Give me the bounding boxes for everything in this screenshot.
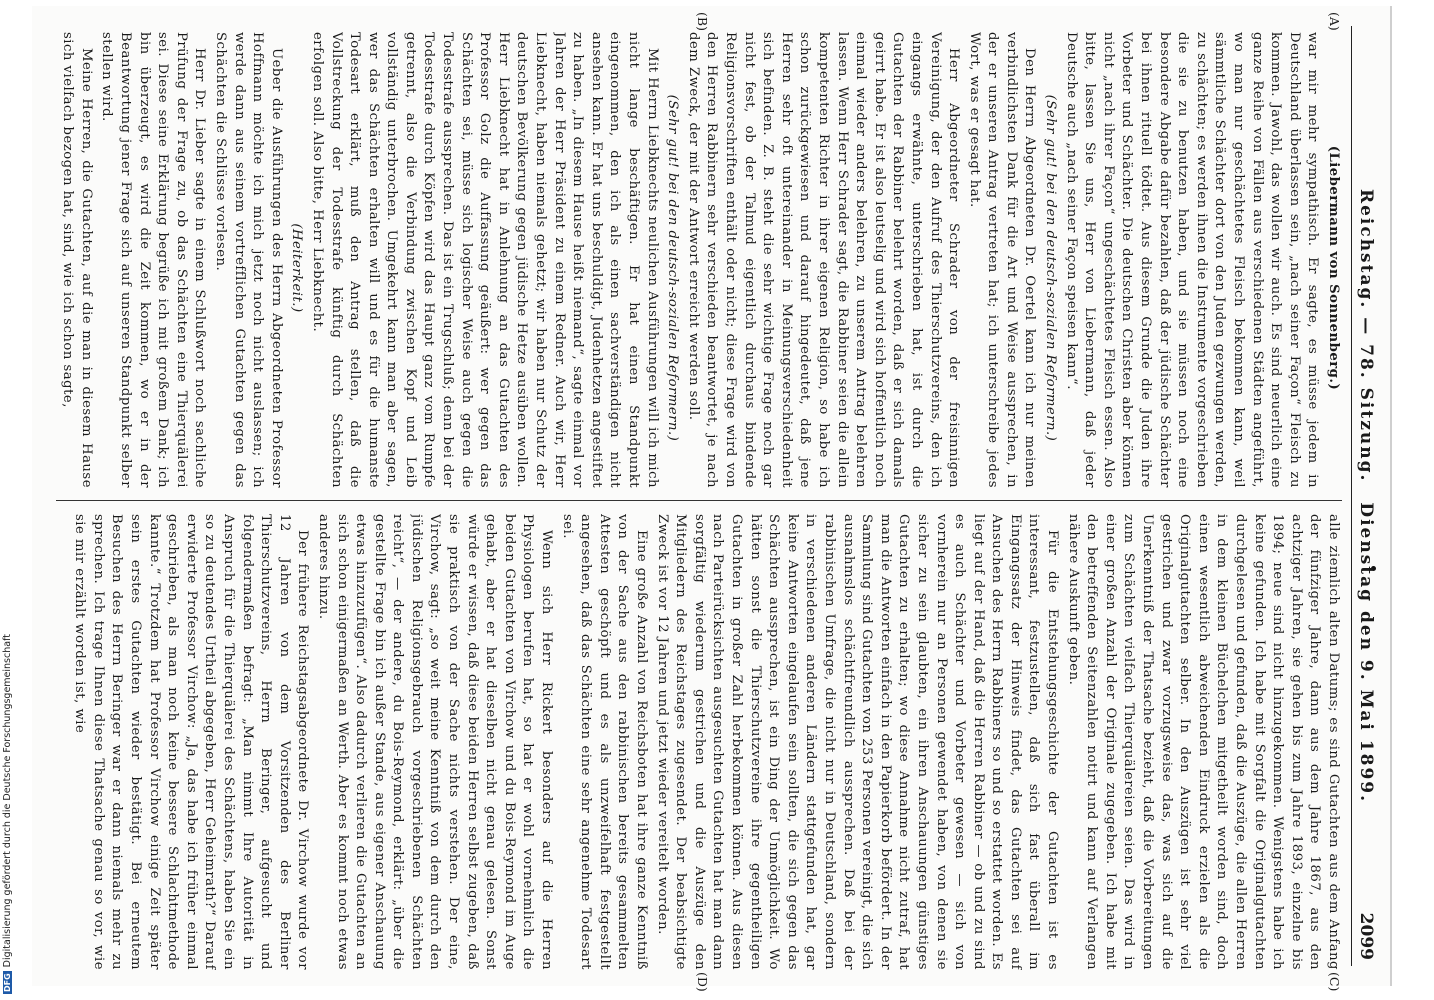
page-header (1351, 26, 1382, 966)
paragraph: Ueber die Ausführungen des Herrn Abgeordneten Professor Hoffmann möchte ich mich jetzt noch nicht auslassen; ich werde dann aus seinem vortrefflichen Gutachten gegen das Schächten die Schlüsse vorlesen. (212, 32, 284, 488)
column-divider (56, 500, 1342, 501)
paragraph: Der frühere Reichstagsabgeordnete Dr. Virchow wurde vor 12 Jahren von dem Vorsitzenden des Berliner Thierschutzvereins, Herrn Beringer, aufgesucht und folgendermaßen befragt: „Man nimmt Ihre Autorität in Anspruch für die Thierquälerei des Schächtens, haben Sie ein so zu deutendes Urtheil abgegeben, Herr Geheimrath?“ Darauf erwiderte Professor Virchow: „Ja, das habe ich früher einmal geschrieben, als man noch keine bessere Schlachtmethode kannte.“ Trotzdem hat Professor Virchow einige Zeit später sein erstes Gutachten wieder bestätigt. Bei erneutem Besuchen des Herrn Beringer war er dann niemals mehr zu sprechen. Ich trage Ihnen diese Thatsache genau so vor, wie sie mir erzählt worden ist, wie (72, 514, 311, 970)
digitization-credit (2, 634, 13, 994)
interjection: (Heiterkeit.) (289, 223, 305, 313)
dfg-logo: DFG (3, 973, 12, 992)
credit-text: Digitalisierung gefördert durch die Deutsche Forschungsgemeinschaft (2, 634, 13, 968)
paragraph: Herr Abgeordneter Schrader von der freisinnigen Vereinigung, der den Aufruf des Thierschutzvereins, den ich eingangs erwähnte, unterschrieben hat, ist durch die Gutachten der Rabbiner belehrt worden, daß er sich damals geirrt habe. Er ist also leutselig und wird sich hoffentlich noch einmal wieder anders belehren, zu unserem Antrag belehren lassen. Wenn Herr Schrader sagt, die Rabbiner seien die allein kompetenten Richter in ihrer eigenen Religion, so habe ich schon zurückgewiesen und darauf hingedeutet, daß jene Herren sehr oft untereinander in Meinungsverschiedenheit sich befinden. Z. B. steht die sehr wichtige Frage noch gar nicht fest, ob der Talmud eigentlich durchaus bindende Religionsvorschriften enthält oder nicht; diese Frage wird von den Herren Rabbinern sehr verschieden beantwortet, je nach dem Zweck, der mit der Antwort erreicht werden soll. (685, 32, 962, 488)
speaker-name: (Liebermann von Sonnenberg.) (1326, 145, 1341, 391)
left-column (56, 32, 1342, 488)
session-date: Dienstag den 9. Mai 1899. (1356, 502, 1376, 804)
right-column (56, 514, 1342, 970)
margin-marker-d: (D) (695, 972, 710, 992)
header-title (1356, 26, 1376, 966)
page-number: 2099 (1356, 912, 1376, 960)
paragraph: Herr Dr. Lieber sagte in einem Schlußwort noch sachliche Prüfung der Frage zu, ob das Schächten eine Thierquälerei sei. Diese seine Erklärung begrüße ich mit großem Dank; ich bin überzeugt, es wird die Zeit kommen, wo er in der Beantwortung jener Frage sich auf unseren Standpunkt selber stellen wird. (99, 32, 208, 488)
interjection: (Sehr gut! bei den deutsch-sozialen Reformern.) (1043, 94, 1059, 442)
paragraph: war mir mehr sympathisch. Er sagte, es müsse jedem in Deutschland überlassen sein, „nach seiner Façon“ Fleisch zu kommen. Jawohl, das wollen wir auch. Es sind neuerlich eine ganze Reihe von Fällen aus verschiedenen Städten angeführt, wo man nur geschächtetes Fleisch bekommen kann, weil sämmtliche Schächter dort von den Juden gezwungen werden, zu schächten; es werden ihnen die Instrumente vorgeschrieben die sie zu benutzen haben, und sie müssen noch eine besondere Abgabe dafür bezahlen, daß der jüdische Schächter bei ihnen rituell tödtet. Aus diesem Grunde die Juden ihre Vorbeter und Schächter. Die deutschen Christen aber können nicht „nach ihrer Façon“ ungeschächtetes Fleisch essen. Also bitte, lassen Sie uns, Herr von Liebermann, daß jeder Deutsche auch „nach seiner Façon speisen kann“. (1063, 32, 1321, 488)
margin-marker-b: (B) (695, 12, 710, 31)
paragraph: Mit Herrn Liebknechts neulichen Ausführungen will ich mich nicht lange beschäftigen. Er hat einen Standpunkt eingenommen, den ich als einen sachverständigen nicht ansehen kann. Er hat uns beschuldigt, Judenhetzen angestiftet zu haben. „In diesem Hause heißt niemand“, sagte einmal vor Jahren der Herr Präsident zu einem Redner. Auch wir, Herr Liebknecht, haben niemals gehetzt; wir haben nur Schutz der deutschen Bevölkerung gegen jüdische Hetze ausüben wollen. Herr Liebknecht hat in Anlehnung an das Gutachten des Professor Golz die Auffassung geäußert: wer gegen das Schächten sei, müsse sich logischer Weise auch gegen die Todesstrafe aussprechen. Das ist ein Trugschluß; denn bei der Todesstrafe durch Köpfen wird das Haupt ganz vom Rumpfe getrennt, also die Verbindung zwischen Kopf und Leib vollständig unterbrochen. Umgekehrt kann man aber sagen, wer das Schächten erhalten will und es für die humanste Todesart erklärt, muß den Antrag stellen, daß die Vollstreckung der Todesstrafe künftig durch Schächten erfolgen soll. Also bitte, Herr Liebknecht. (309, 32, 660, 488)
paragraph: Meine Herren, die Gutachten, auf die man in diesem Hause sich vielfach bezogen hat, sind, wie ich schon sagte, (60, 32, 94, 488)
paragraph: alle ziemlich alten Datums; es sind Gutachten aus dem Anfang der fünfziger Jahre, dann aus dem Jahre 1867, aus den achtziger Jahren, sie gehen bis zum Jahre 1893, einzelne bis 1894; neue sind nicht hinzugekommen. Wenigstens habe ich keine gefunden. Ich habe mit Sorgfalt die Originalgutachten durchgelesen und gefunden, daß die Auszüge, die allen Herren in dem kleinen Büchelchen mitgetheilt worden sind, doch einen wesentlich abweichenden Eindruck erzielen als die Originalgutachten selber. In den Auszügen ist sehr viel gestrichen und zwar vorzugsweise das, was sich auf die Unerkenntniß der Thatsache bezieht, daß die Vorbereitungen zum Schächten vielfach Thierquälereien seien. Das wird in einer großen Anzahl der Originale zugegeben. Ich habe mit den betreffenden Seitenzahlen notirt und kann auf Verlangen nähere Auskunft geben. (1065, 514, 1341, 970)
paragraph: Für die Entstehungsgeschichte der Gutachten ist es interessant, festzustellen, daß sich fast überall im Eingangssatz der Hinweis findet, das Gutachten sei auf Ansuchen des Herrn Rabbiners so und so erstattet worden. Es liegt auf der Hand, daß die Herren Rabbiner — ob und zu sind es auch Schächter und Vorbeter gewesen — sich von vornherein nur an Personen gewendet haben, von denen sie sicher zu sein glaubten, ein ihren Anschauungen günstiges Gutachten zu erhalten; wo diese Annahme nicht zutraf, hat man die Antworten einfach in den Papierkorb befördert. In der Sammlung sind Gutachten von 253 Personen vereinigt, die sich ausnahmslos schächtfreundlich aussprechen. Daß bei der rabbinischen Umfrage, die nicht nur in Deutschland, sondern in verschiedenen anderen Ländern stattgefunden hat, gar keine Antworten eingelaufen sein sollten, die sich gegen das Schächten aussprechen, ist ein Ding der Unmöglichkeit. Wo hätten sonst die Thierschutzvereine ihre gegentheiligen Gutachten in großer Zahl herbekommen können. Aus diesen nach Parteirücksichten ausgesuchten Gutachten hat man dann sorgfältig wiederum gestrichen und die Auszüge den Mitgliedern des Reichstages zugesendet. Der beabsichtigte Zweck ist vor 12 Jahren und jetzt wieder vereitelt worden. (654, 514, 1061, 970)
interjection: (Sehr gut! bei den deutsch-sozialen Reformern.) (665, 94, 681, 442)
rotated-page (32, 6, 1392, 992)
scan-margin (0, 0, 18, 1000)
paragraph: Wenn sich Herr Rickert besonders auf die Herren Physiologen berufen hat, so hat er wohl vornehmlich die beiden Gutachten von Virchow und du Bois-Reymond im Auge gehabt, aber er hat dieselben nicht genau gelesen. Sonst würde er wissen, daß diese beiden Herren selbst zugeben, daß sie praktisch von der Sache nichts verstehen. Der eine, Virchow, sagt: „so weit meine Kenntniß von dem durch den jüdischen Religionsgebrauch vorgeschriebenen Schächten reicht“, — der andere, du Bois-Reymond, erklärt: „über die gestellte Frage bin ich außer Stande, aus eigener Anschauung etwas hinzuzufügen“. Also dadurch verlieren die Gutachten an sich schon einigermaßen an Werth. Aber es kommt noch etwas anderes hinzu. (315, 514, 555, 970)
session-title: Reichstag. — 78. Sitzung. (1356, 188, 1376, 483)
newspaper-page (32, 6, 1392, 992)
margin-marker-a: (A) (1327, 12, 1342, 31)
margin-marker-c: (C) (1327, 972, 1342, 992)
paragraph: Eine große Anzahl von Reichsboten hat ihre ganze Kenntniß von der Sache aus den rabbinischen bereits gesammelten Attesten geschöpft und es als unzweifelhaft festgestellt angesehen, daß das Schächten eine sehr angenehme Todesart sei. (559, 514, 650, 970)
paragraph: Den Herrn Abgeordneten Dr. Oertel kann ich nur meinen verbindlichsten Dank für die Art und Weise aussprechen, in der er unseren Antrag vertreten hat; ich unterschreibe jedes Wort, was er gesagt hat. (966, 32, 1038, 488)
